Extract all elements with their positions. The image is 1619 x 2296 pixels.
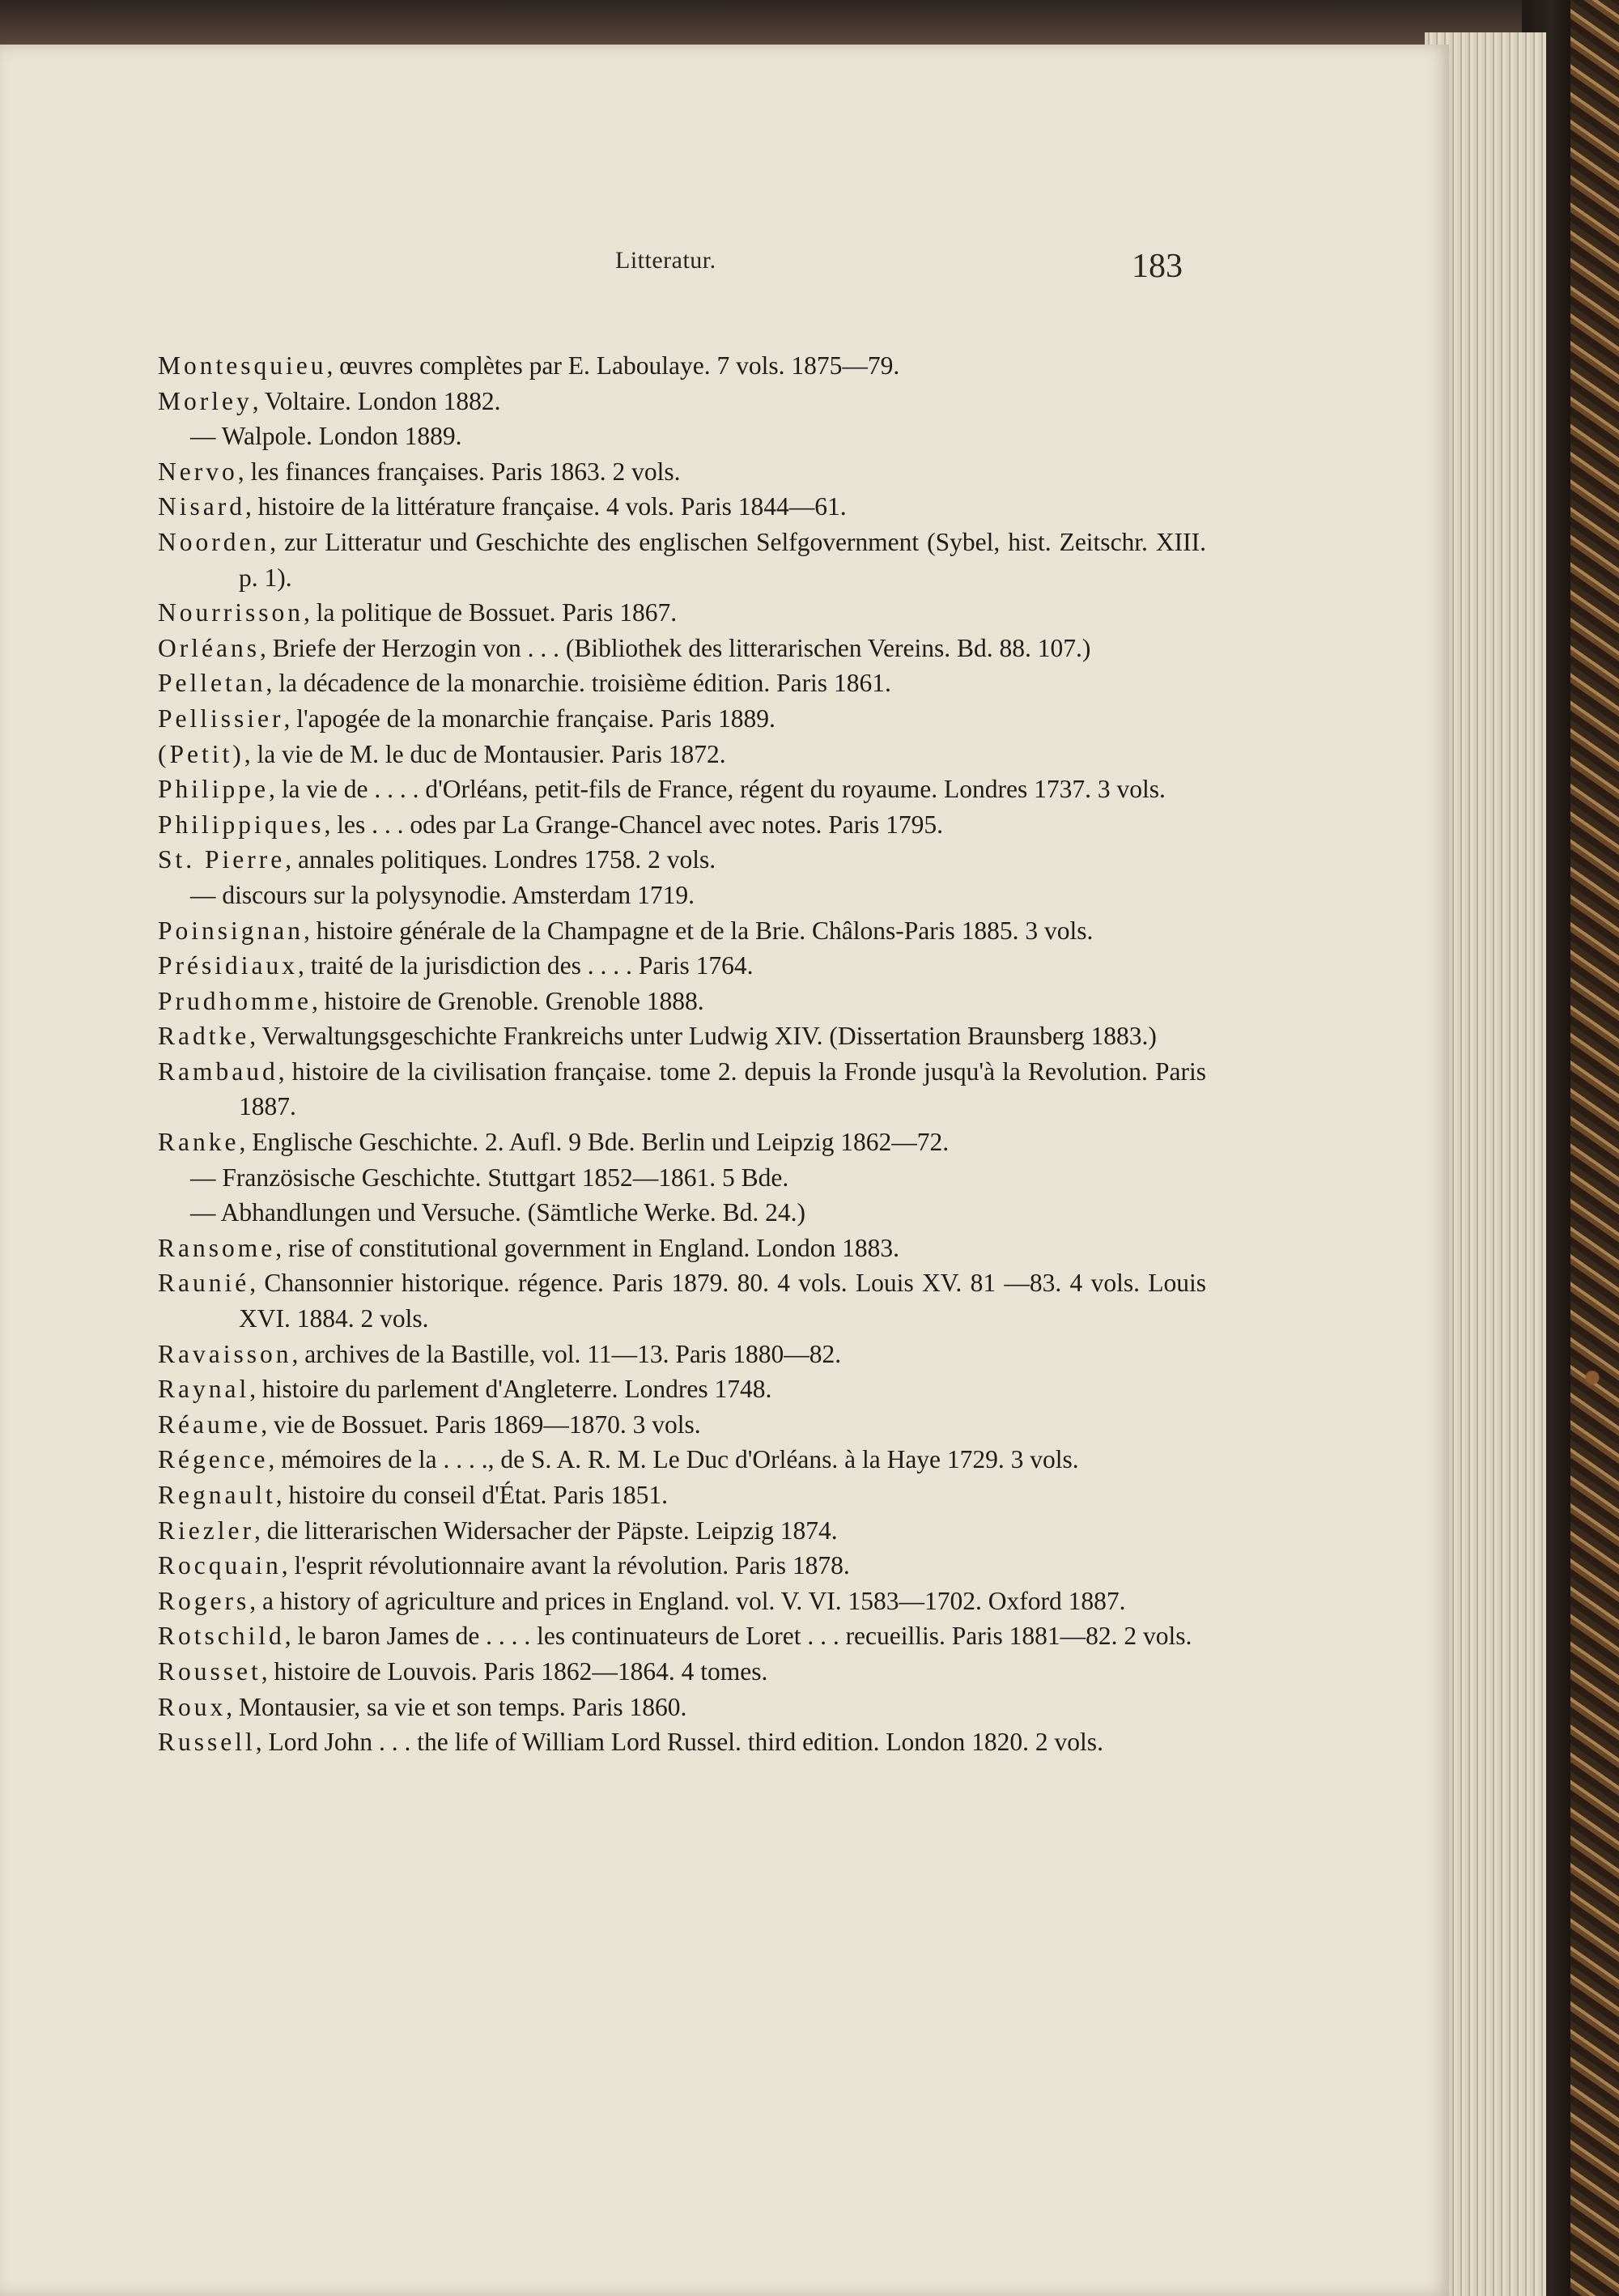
entry-author: (Petit) xyxy=(158,739,244,768)
entry-author: Pelletan xyxy=(158,669,266,698)
entry-author: Roux xyxy=(158,1692,227,1721)
page-content xyxy=(0,45,1449,2296)
entry-author: Philippiques xyxy=(158,810,325,839)
entry-author: Nourrisson xyxy=(158,598,304,627)
entry-author: Raunié xyxy=(158,1269,250,1298)
entry-author: Réaume xyxy=(158,1409,261,1439)
entry-text: , les . . . odes par La Grange-Chancel avec notes. Paris 1795. xyxy=(324,810,944,839)
entry-text: , l'apogée de la monarchie française. Paris 1889. xyxy=(283,704,776,733)
entry-text: , Englische Geschichte. 2. Aufl. 9 Bde. Berlin und Leipzig 1862—72. xyxy=(239,1128,950,1157)
book-top-edge xyxy=(0,0,1619,49)
running-head: Litteratur. xyxy=(615,247,716,274)
page-number: 183 xyxy=(1132,248,1183,285)
bibliography-entry xyxy=(158,1584,1206,1619)
bibliography-entry xyxy=(158,665,1206,701)
entry-author: Noorden xyxy=(158,527,270,556)
book-page xyxy=(0,45,1449,2296)
entry-text: , archives de la Bastille, vol. 11—13. Paris 1880—82. xyxy=(291,1339,842,1368)
bibliography-entry xyxy=(158,1160,1206,1196)
entry-text: — Französische Geschichte. Stuttgart 1852—1861. 5 Bde. xyxy=(190,1163,789,1192)
entry-text: , traité de la jurisdiction des . . . . Paris 1764. xyxy=(297,951,754,980)
bibliography-entry xyxy=(158,489,1206,525)
entry-text: , die litterarischen Widersacher der Päpste. Leipzig 1874. xyxy=(253,1516,838,1545)
entry-author: Ranke xyxy=(158,1128,240,1157)
entry-author: Régence xyxy=(158,1445,269,1474)
entry-text: — discours sur la polysynodie. Amsterdam 1719. xyxy=(190,880,695,909)
entry-text: , la décadence de la monarchie. troisième édition. Paris 1861. xyxy=(266,669,891,698)
entry-author: Montesquieu xyxy=(158,351,327,380)
bibliography-entry xyxy=(158,842,1206,878)
bibliography-entry xyxy=(158,878,1206,913)
entry-text: , l'esprit révolutionnaire avant la révolution. Paris 1878. xyxy=(281,1551,850,1580)
entry-text: , a history of agriculture and prices in England. vol. V. VI. 1583—1702. Oxford 1887. xyxy=(249,1586,1126,1615)
bibliography-entry xyxy=(158,1371,1206,1407)
entry-text: , histoire de la littérature française. 4 vols. Paris 1844—61. xyxy=(244,492,847,521)
bibliography-entry xyxy=(158,948,1206,984)
bibliography-entry xyxy=(158,1407,1206,1443)
entry-author: Prudhomme xyxy=(158,986,312,1015)
entry-text: , vie de Bossuet. Paris 1869—1870. 3 vols. xyxy=(261,1409,701,1439)
bibliography-entry xyxy=(158,1125,1206,1160)
bibliography-entry xyxy=(158,1231,1206,1266)
entry-author: Morley xyxy=(158,386,253,415)
entry-author: Nisard xyxy=(158,492,245,521)
bibliography-entry xyxy=(158,348,1206,384)
entry-author: Radtke xyxy=(158,1022,250,1051)
bibliography-list xyxy=(158,348,1206,1760)
bibliography-entry xyxy=(158,1442,1206,1478)
entry-text: , histoire de la civilisation française. tome 2. depuis la Fronde jusqu'à la Revolution. Paris 1887. xyxy=(239,1057,1206,1121)
bibliography-entry xyxy=(158,1548,1206,1584)
entry-author: Rotschild xyxy=(158,1622,285,1651)
entry-text: , annales politiques. Londres 1758. 2 vols. xyxy=(285,845,716,874)
bibliography-entry xyxy=(158,1265,1206,1336)
bibliography-entry xyxy=(158,1054,1206,1125)
bibliography-entry xyxy=(158,1337,1206,1372)
bibliography-entry xyxy=(158,419,1206,454)
entry-text: , histoire du conseil d'État. Paris 1851. xyxy=(275,1481,668,1509)
bibliography-entry xyxy=(158,1478,1206,1513)
entry-author: St. Pierre xyxy=(158,845,286,874)
entry-author: Rogers xyxy=(158,1586,250,1615)
bibliography-entry xyxy=(158,1724,1206,1760)
entry-text: , histoire du parlement d'Angleterre. Londres 1748. xyxy=(249,1375,772,1404)
entry-author: Philippe xyxy=(158,775,270,804)
entry-text: , Chansonnier historique. régence. Paris 1879. 80. 4 vols. Louis XV. 81 —83. 4 vols. Louis XVI. 1884. 2 vols. xyxy=(239,1269,1206,1333)
bibliography-entry xyxy=(158,1513,1206,1549)
entry-text: , Verwaltungsgeschichte Frankreichs unter Ludwig XIV. (Dissertation Braunsberg 1883.) xyxy=(249,1022,1157,1051)
entry-author: Riezler xyxy=(158,1516,254,1545)
entry-text: , la vie de M. le duc de Montausier. Paris 1872. xyxy=(244,739,726,768)
entry-text: , histoire de Louvois. Paris 1862—1864. 4 tomes. xyxy=(261,1656,768,1686)
bibliography-entry xyxy=(158,1018,1206,1054)
entry-text: , mémoires de la . . . ., de S. A. R. M. Le Duc d'Orléans. à la Haye 1729. 3 vols. xyxy=(268,1445,1079,1474)
entry-author: Regnault xyxy=(158,1481,276,1509)
entry-text: , rise of constitutional government in England. London 1883. xyxy=(275,1233,899,1262)
entry-author: Orléans xyxy=(158,633,260,662)
bibliography-entry xyxy=(158,1618,1206,1654)
bibliography-entry xyxy=(158,1195,1206,1231)
entry-author: Raynal xyxy=(158,1375,250,1404)
bibliography-entry xyxy=(158,454,1206,490)
entry-text: , la politique de Bossuet. Paris 1867. xyxy=(304,598,678,627)
entry-author: Ransome xyxy=(158,1233,276,1262)
bibliography-entry xyxy=(158,772,1206,807)
bibliography-entry xyxy=(158,913,1206,949)
entry-text: , histoire générale de la Champagne et de la Brie. Châlons-Paris 1885. 3 vols. xyxy=(304,916,1094,945)
bibliography-entry xyxy=(158,984,1206,1019)
entry-text: , Montausier, sa vie et son temps. Paris 1860. xyxy=(226,1692,687,1721)
entry-author: Présidiaux xyxy=(158,951,298,980)
entry-text: , histoire de Grenoble. Grenoble 1888. xyxy=(312,986,704,1015)
entry-author: Ravaisson xyxy=(158,1339,292,1368)
entry-text: , œuvres complètes par E. Laboulaye. 7 vols. 1875—79. xyxy=(326,351,900,380)
bibliography-entry xyxy=(158,807,1206,843)
entry-author: Rocquain xyxy=(158,1551,282,1580)
bibliography-entry xyxy=(158,631,1206,666)
bibliography-entry xyxy=(158,595,1206,631)
entry-author: Poinsignan xyxy=(158,916,304,945)
entry-author: Rousset xyxy=(158,1656,261,1686)
entry-author: Pellissier xyxy=(158,704,284,733)
entry-author: Rambaud xyxy=(158,1057,278,1086)
entry-author: Russell xyxy=(158,1728,256,1757)
entry-author: Nervo xyxy=(158,457,238,486)
entry-text: , Voltaire. London 1882. xyxy=(252,386,501,415)
bibliography-entry xyxy=(158,701,1206,737)
bibliography-entry xyxy=(158,525,1206,595)
entry-text: , les finances françaises. Paris 1863. 2 vols. xyxy=(237,457,681,486)
bibliography-entry xyxy=(158,737,1206,772)
entry-text: , Briefe der Herzogin von . . . (Bibliothek des litterarischen Vereins. Bd. 88. 107.) xyxy=(259,633,1091,662)
entry-text: , Lord John . . . the life of William Lord Russel. third edition. London 1820. 2 vols. xyxy=(255,1728,1103,1757)
entry-text: — Abhandlungen und Versuche. (Sämtliche Werke. Bd. 24.) xyxy=(190,1198,806,1227)
entry-text: , zur Litteratur und Geschichte des englischen Selfgovernment (Sybel, hist. Zeitschr. XIII. p. 1). xyxy=(239,527,1206,592)
entry-text: , le baron James de . . . . les continuateurs de Loret . . . recueillis. Paris 1881—82. 2 vols. xyxy=(284,1622,1192,1651)
bibliography-entry xyxy=(158,384,1206,419)
entry-text: — Walpole. London 1889. xyxy=(190,422,462,451)
bibliography-entry xyxy=(158,1690,1206,1725)
bibliography-entry xyxy=(158,1654,1206,1690)
entry-text: , la vie de . . . . d'Orléans, petit-fils de France, régent du royaume. Londres 1737. 3 vols. xyxy=(269,775,1166,804)
